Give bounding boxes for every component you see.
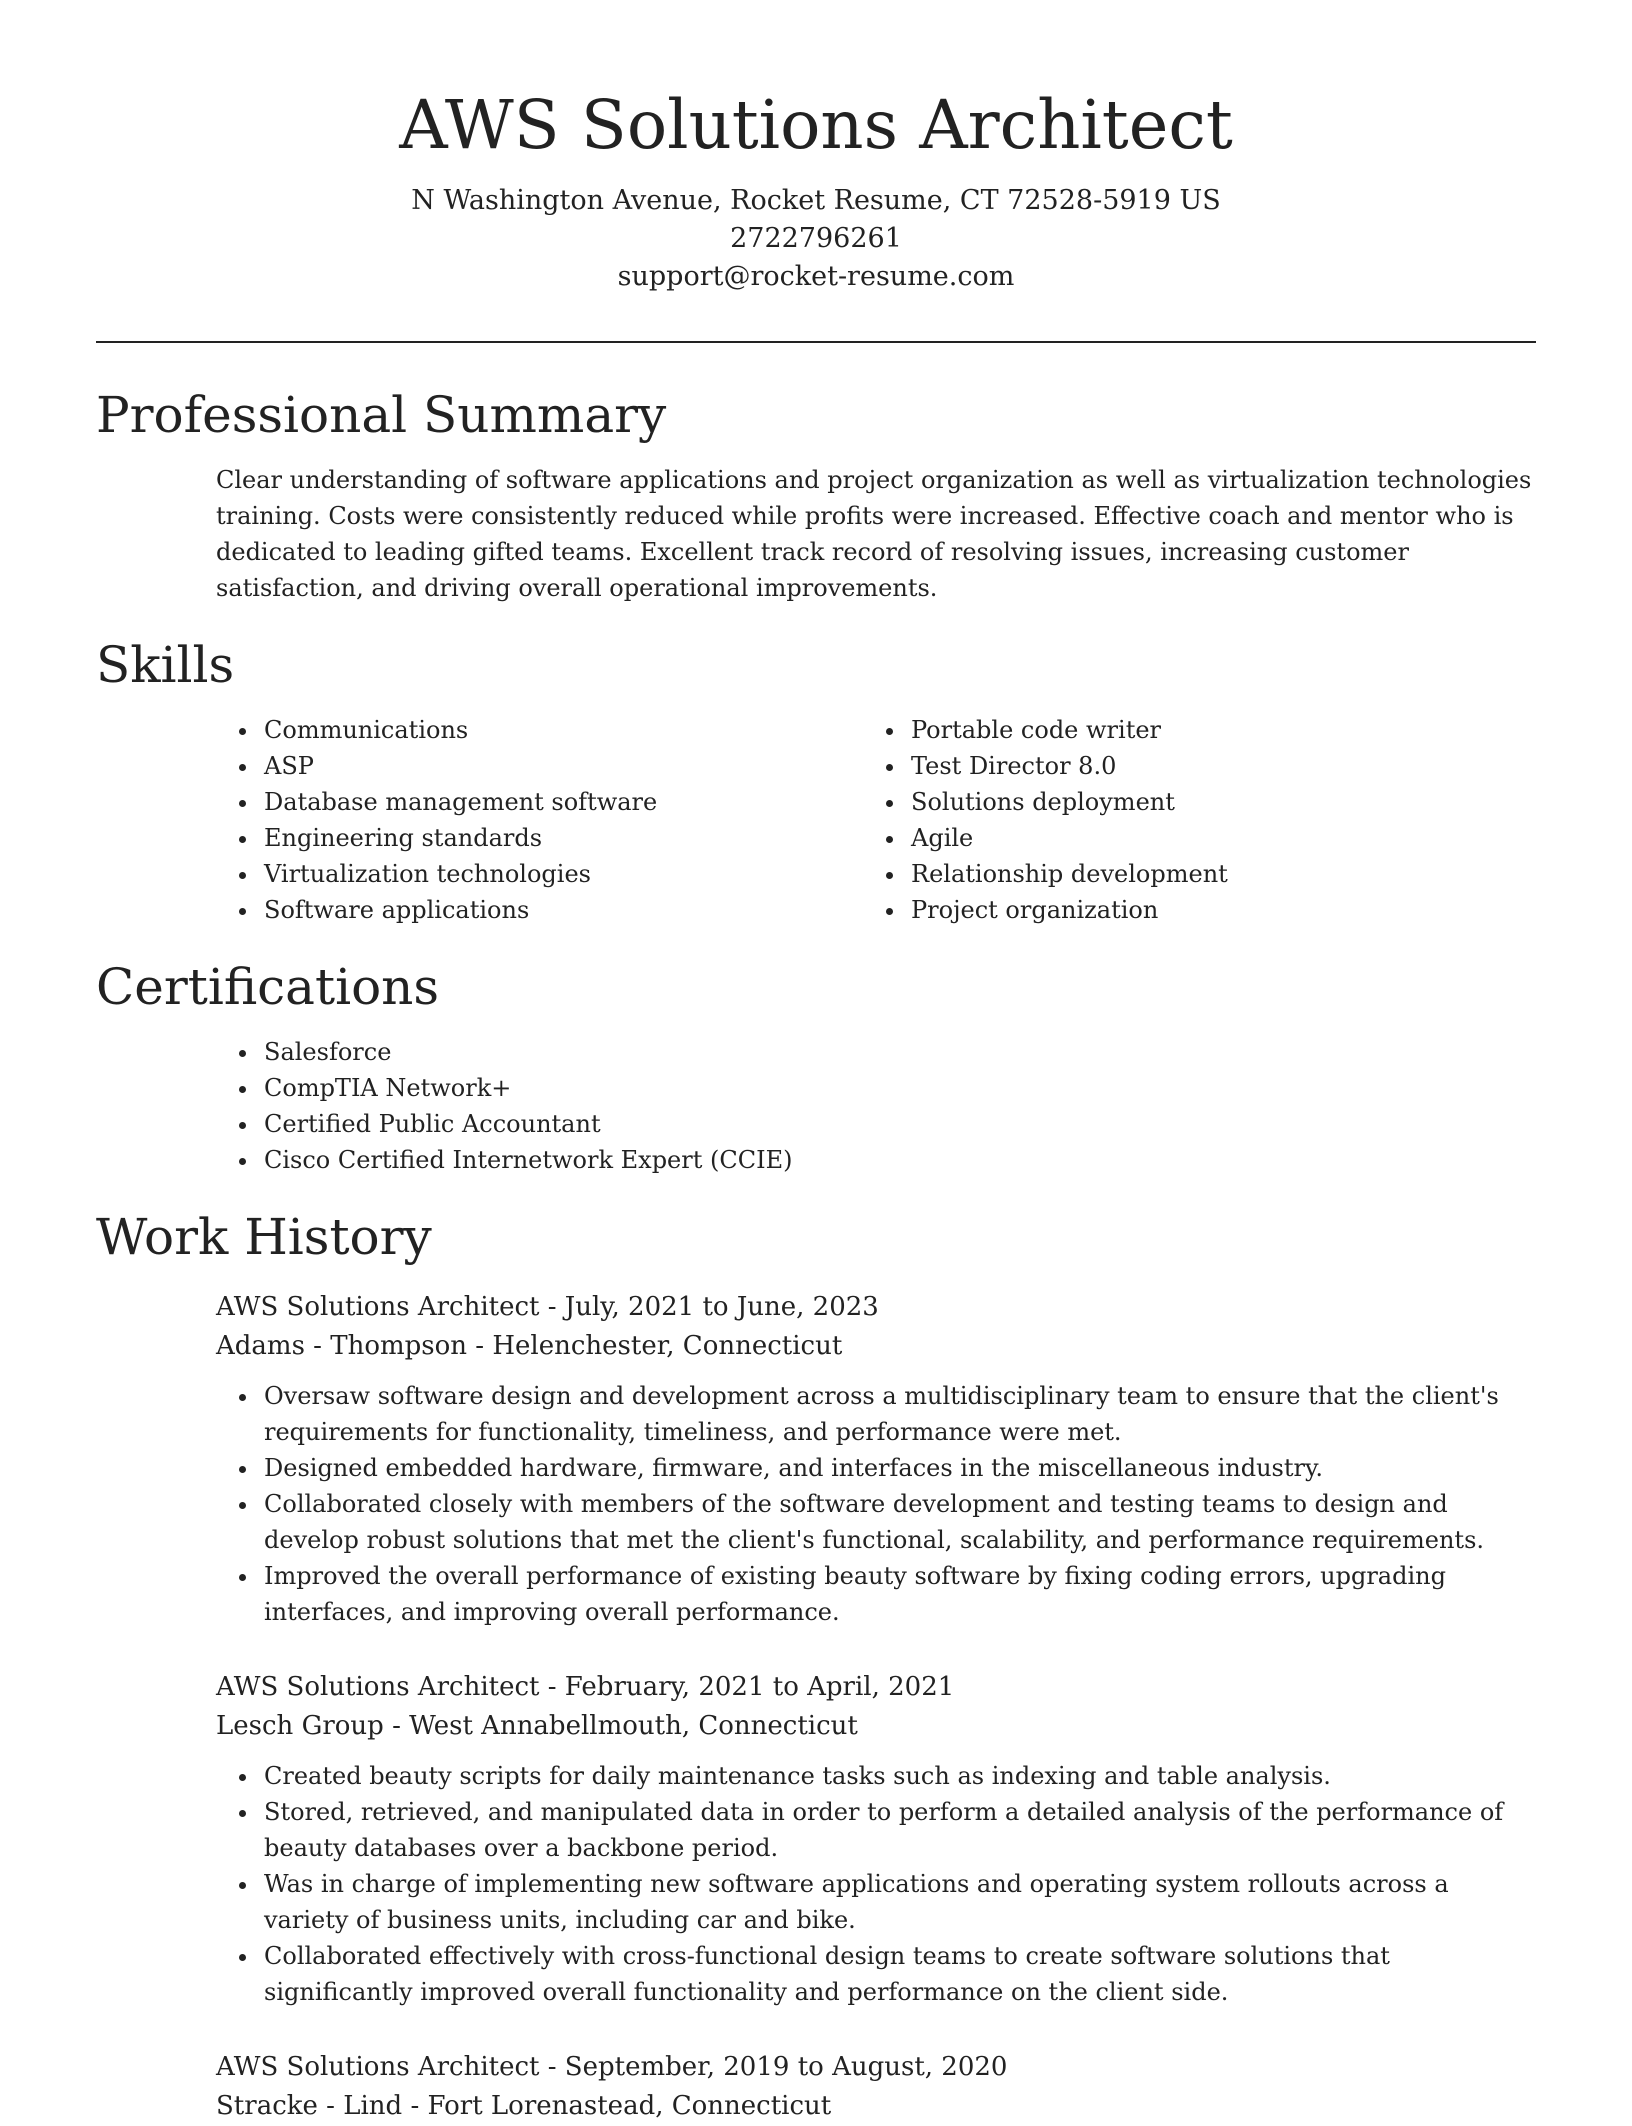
certification-item: • Certified Public Accountant xyxy=(260,1106,1536,1142)
job-title-line: AWS Solutions Architect - July, 2021 to June, 2023 xyxy=(216,1292,879,1322)
job-bullets xyxy=(216,1378,1536,1630)
certification-item: • CompTIA Network+ xyxy=(260,1070,1536,1106)
contact-email: support@rocket-resume.com xyxy=(617,261,1015,292)
skills-section xyxy=(96,630,1536,928)
job-bullet: • Improved the overall performance of existing beauty software by fixing coding errors, upgrading interfaces, and improving overall performance. xyxy=(260,1558,1536,1630)
skill-item: • Test Director 8.0 xyxy=(907,748,1536,784)
summary-heading: Professional Summary xyxy=(96,386,667,444)
job-company-line: Lesch Group - West Annabellmouth, Connecticut xyxy=(216,1711,858,1741)
work-history-section xyxy=(96,1202,1536,2126)
job-bullet: • Designed embedded hardware, firmware, and interfaces in the miscellaneous industry. xyxy=(260,1450,1536,1486)
job-bullet: • Oversaw software design and development across a multidisciplinary team to ensure that the client's requirements for functionality, timeliness, and performance were met. xyxy=(260,1378,1536,1450)
skills-heading: Skills xyxy=(96,636,235,694)
job-title-line: AWS Solutions Architect - February, 2021 to April, 2021 xyxy=(216,1672,955,1702)
skill-item: • Software applications xyxy=(260,892,889,928)
contact-block xyxy=(0,182,1632,296)
job-entry xyxy=(216,2048,1536,2126)
contact-phone: 2722796261 xyxy=(730,223,902,254)
certifications-heading: Certifications xyxy=(96,958,440,1016)
skill-item: • Engineering standards xyxy=(260,820,889,856)
skills-list-right xyxy=(889,712,1536,928)
skill-item: • Portable code writer xyxy=(907,712,1536,748)
job-bullet: • Created beauty scripts for daily maintenance tasks such as indexing and table analysis. xyxy=(260,1758,1536,1794)
job-bullets xyxy=(216,1758,1536,2010)
certifications-list xyxy=(96,1034,1536,1178)
job-bullet: • Collaborated closely with members of the software development and testing teams to design and develop robust solutions that met the client's functional, scalability, and performance requirements. xyxy=(260,1486,1536,1558)
certification-item: • Salesforce xyxy=(260,1034,1536,1070)
skill-item: • ASP xyxy=(260,748,889,784)
work-history-heading: Work History xyxy=(96,1208,432,1266)
job-company-line: Adams - Thompson - Helenchester, Connecticut xyxy=(216,1331,843,1361)
skill-item: • Database management software xyxy=(260,784,889,820)
job-bullet: • Stored, retrieved, and manipulated data in order to perform a detailed analysis of the performance of beauty databases over a backbone period. xyxy=(260,1794,1536,1866)
job-company-line: Stracke - Lind - Fort Lorenastead, Connecticut xyxy=(216,2091,832,2121)
resume-header xyxy=(0,80,1632,296)
resume-name: AWS Solutions Architect xyxy=(399,86,1233,164)
job-entry xyxy=(216,1668,1536,2010)
header-divider xyxy=(96,341,1536,343)
certification-item: • Cisco Certified Internetwork Expert (CCIE) xyxy=(260,1142,1536,1178)
skill-item: • Communications xyxy=(260,712,889,748)
skill-item: • Virtualization technologies xyxy=(260,856,889,892)
skills-columns xyxy=(96,700,1536,928)
skills-list-left xyxy=(96,712,889,928)
skill-item: • Project organization xyxy=(907,892,1536,928)
job-bullet: • Was in charge of implementing new software applications and operating system rollouts across a variety of business units, including car and bike. xyxy=(260,1866,1536,1938)
contact-address: N Washington Avenue, Rocket Resume, CT 72528-5919 US xyxy=(411,185,1221,216)
job-title-line: AWS Solutions Architect - September, 2019 to August, 2020 xyxy=(216,2052,1008,2082)
summary-section xyxy=(96,380,1536,606)
skill-item: • Agile xyxy=(907,820,1536,856)
job-entry xyxy=(216,1288,1536,1630)
certifications-section xyxy=(96,952,1536,1178)
skill-item: • Solutions deployment xyxy=(907,784,1536,820)
skill-item: • Relationship development xyxy=(907,856,1536,892)
summary-text: Clear understanding of software applications and project organization as well as virtualization technologies training. Costs were consistently reduced while profits were increased. Effective coach and mentor who is dedicated to leading gifted teams. Excellent track record of resolving issues, increasing customer satisfaction, and driving overall operational improvements. xyxy=(216,466,1532,602)
resume-body xyxy=(96,380,1536,2126)
job-bullet: • Collaborated effectively with cross-functional design teams to create software solutions that significantly improved overall functionality and performance on the client side. xyxy=(260,1938,1536,2010)
